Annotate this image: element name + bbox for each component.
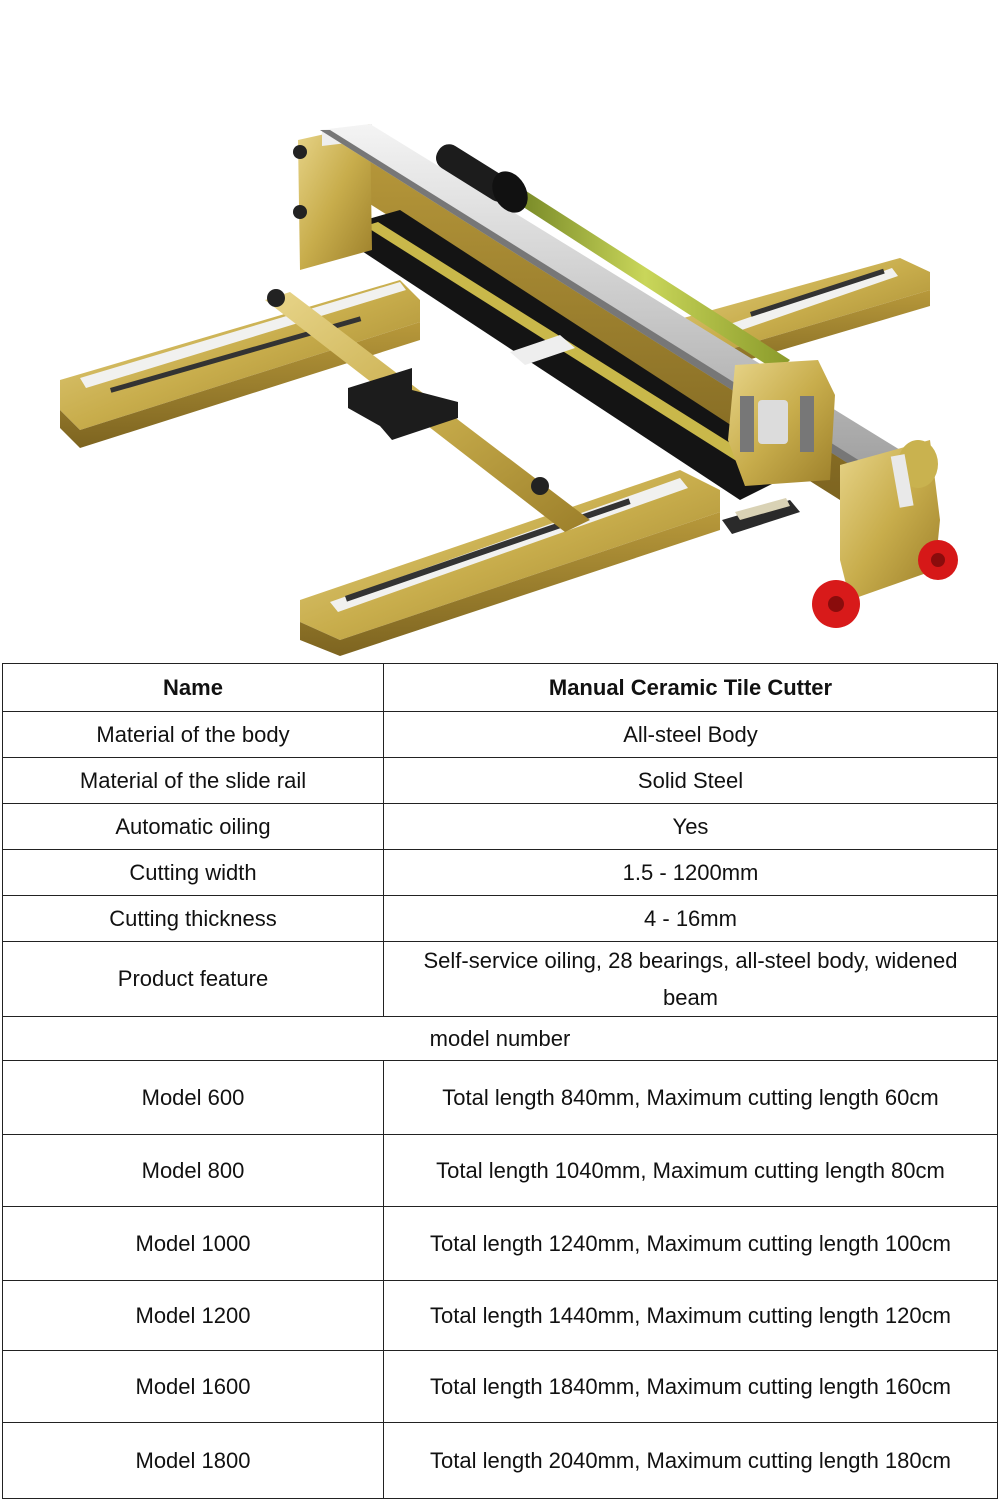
table-row	[3, 1061, 998, 1135]
model-name-cell: Model 1000	[3, 1207, 384, 1281]
model-value-cell: Total length 1440mm, Maximum cutting length 120cm	[384, 1281, 998, 1351]
spec-value-cell: Yes	[384, 804, 998, 850]
spec-value-cell: 1.5 - 1200mm	[384, 850, 998, 896]
header-name-cell: Name	[3, 664, 384, 712]
spec-value-cell: All-steel Body	[384, 712, 998, 758]
table-row	[3, 712, 998, 758]
model-name-cell: Model 800	[3, 1135, 384, 1207]
table-row	[3, 1135, 998, 1207]
spec-name-cell: Cutting thickness	[3, 896, 384, 942]
table-row	[3, 942, 998, 1017]
model-name-cell: Model 1600	[3, 1351, 384, 1423]
table-row	[3, 1423, 998, 1499]
table-row	[3, 1281, 998, 1351]
model-value-cell: Total length 1840mm, Maximum cutting length 160cm	[384, 1351, 998, 1423]
spec-name-cell: Product feature	[3, 942, 384, 1017]
table-row	[3, 1207, 998, 1281]
model-name-cell: Model 600	[3, 1061, 384, 1135]
model-name-cell: Model 1200	[3, 1281, 384, 1351]
model-value-cell: Total length 1040mm, Maximum cutting length 80cm	[384, 1135, 998, 1207]
table-row	[3, 804, 998, 850]
spec-value-cell: Self-service oiling, 28 bearings, all-steel body, widened beam	[384, 942, 998, 1017]
spec-value-cell: Solid Steel	[384, 758, 998, 804]
tile-cutter-illustration	[0, 0, 1000, 662]
spec-table-header	[3, 664, 998, 712]
section-title: model number	[3, 1017, 998, 1061]
spec-name-cell: Material of the slide rail	[3, 758, 384, 804]
section-title-row	[3, 1017, 998, 1061]
table-row	[3, 1351, 998, 1423]
spec-name-cell: Material of the body	[3, 712, 384, 758]
model-name-cell: Model 1800	[3, 1423, 384, 1499]
table-row	[3, 758, 998, 804]
table-row	[3, 850, 998, 896]
model-value-cell: Total length 2040mm, Maximum cutting length 180cm	[384, 1423, 998, 1499]
header-value-cell: Manual Ceramic Tile Cutter	[384, 664, 998, 712]
spec-name-cell: Automatic oiling	[3, 804, 384, 850]
spec-table	[2, 663, 998, 1499]
spec-name-cell: Cutting width	[3, 850, 384, 896]
table-row	[3, 896, 998, 942]
model-value-cell: Total length 840mm, Maximum cutting length 60cm	[384, 1061, 998, 1135]
model-value-cell: Total length 1240mm, Maximum cutting length 100cm	[384, 1207, 998, 1281]
spec-value-cell: 4 - 16mm	[384, 896, 998, 942]
